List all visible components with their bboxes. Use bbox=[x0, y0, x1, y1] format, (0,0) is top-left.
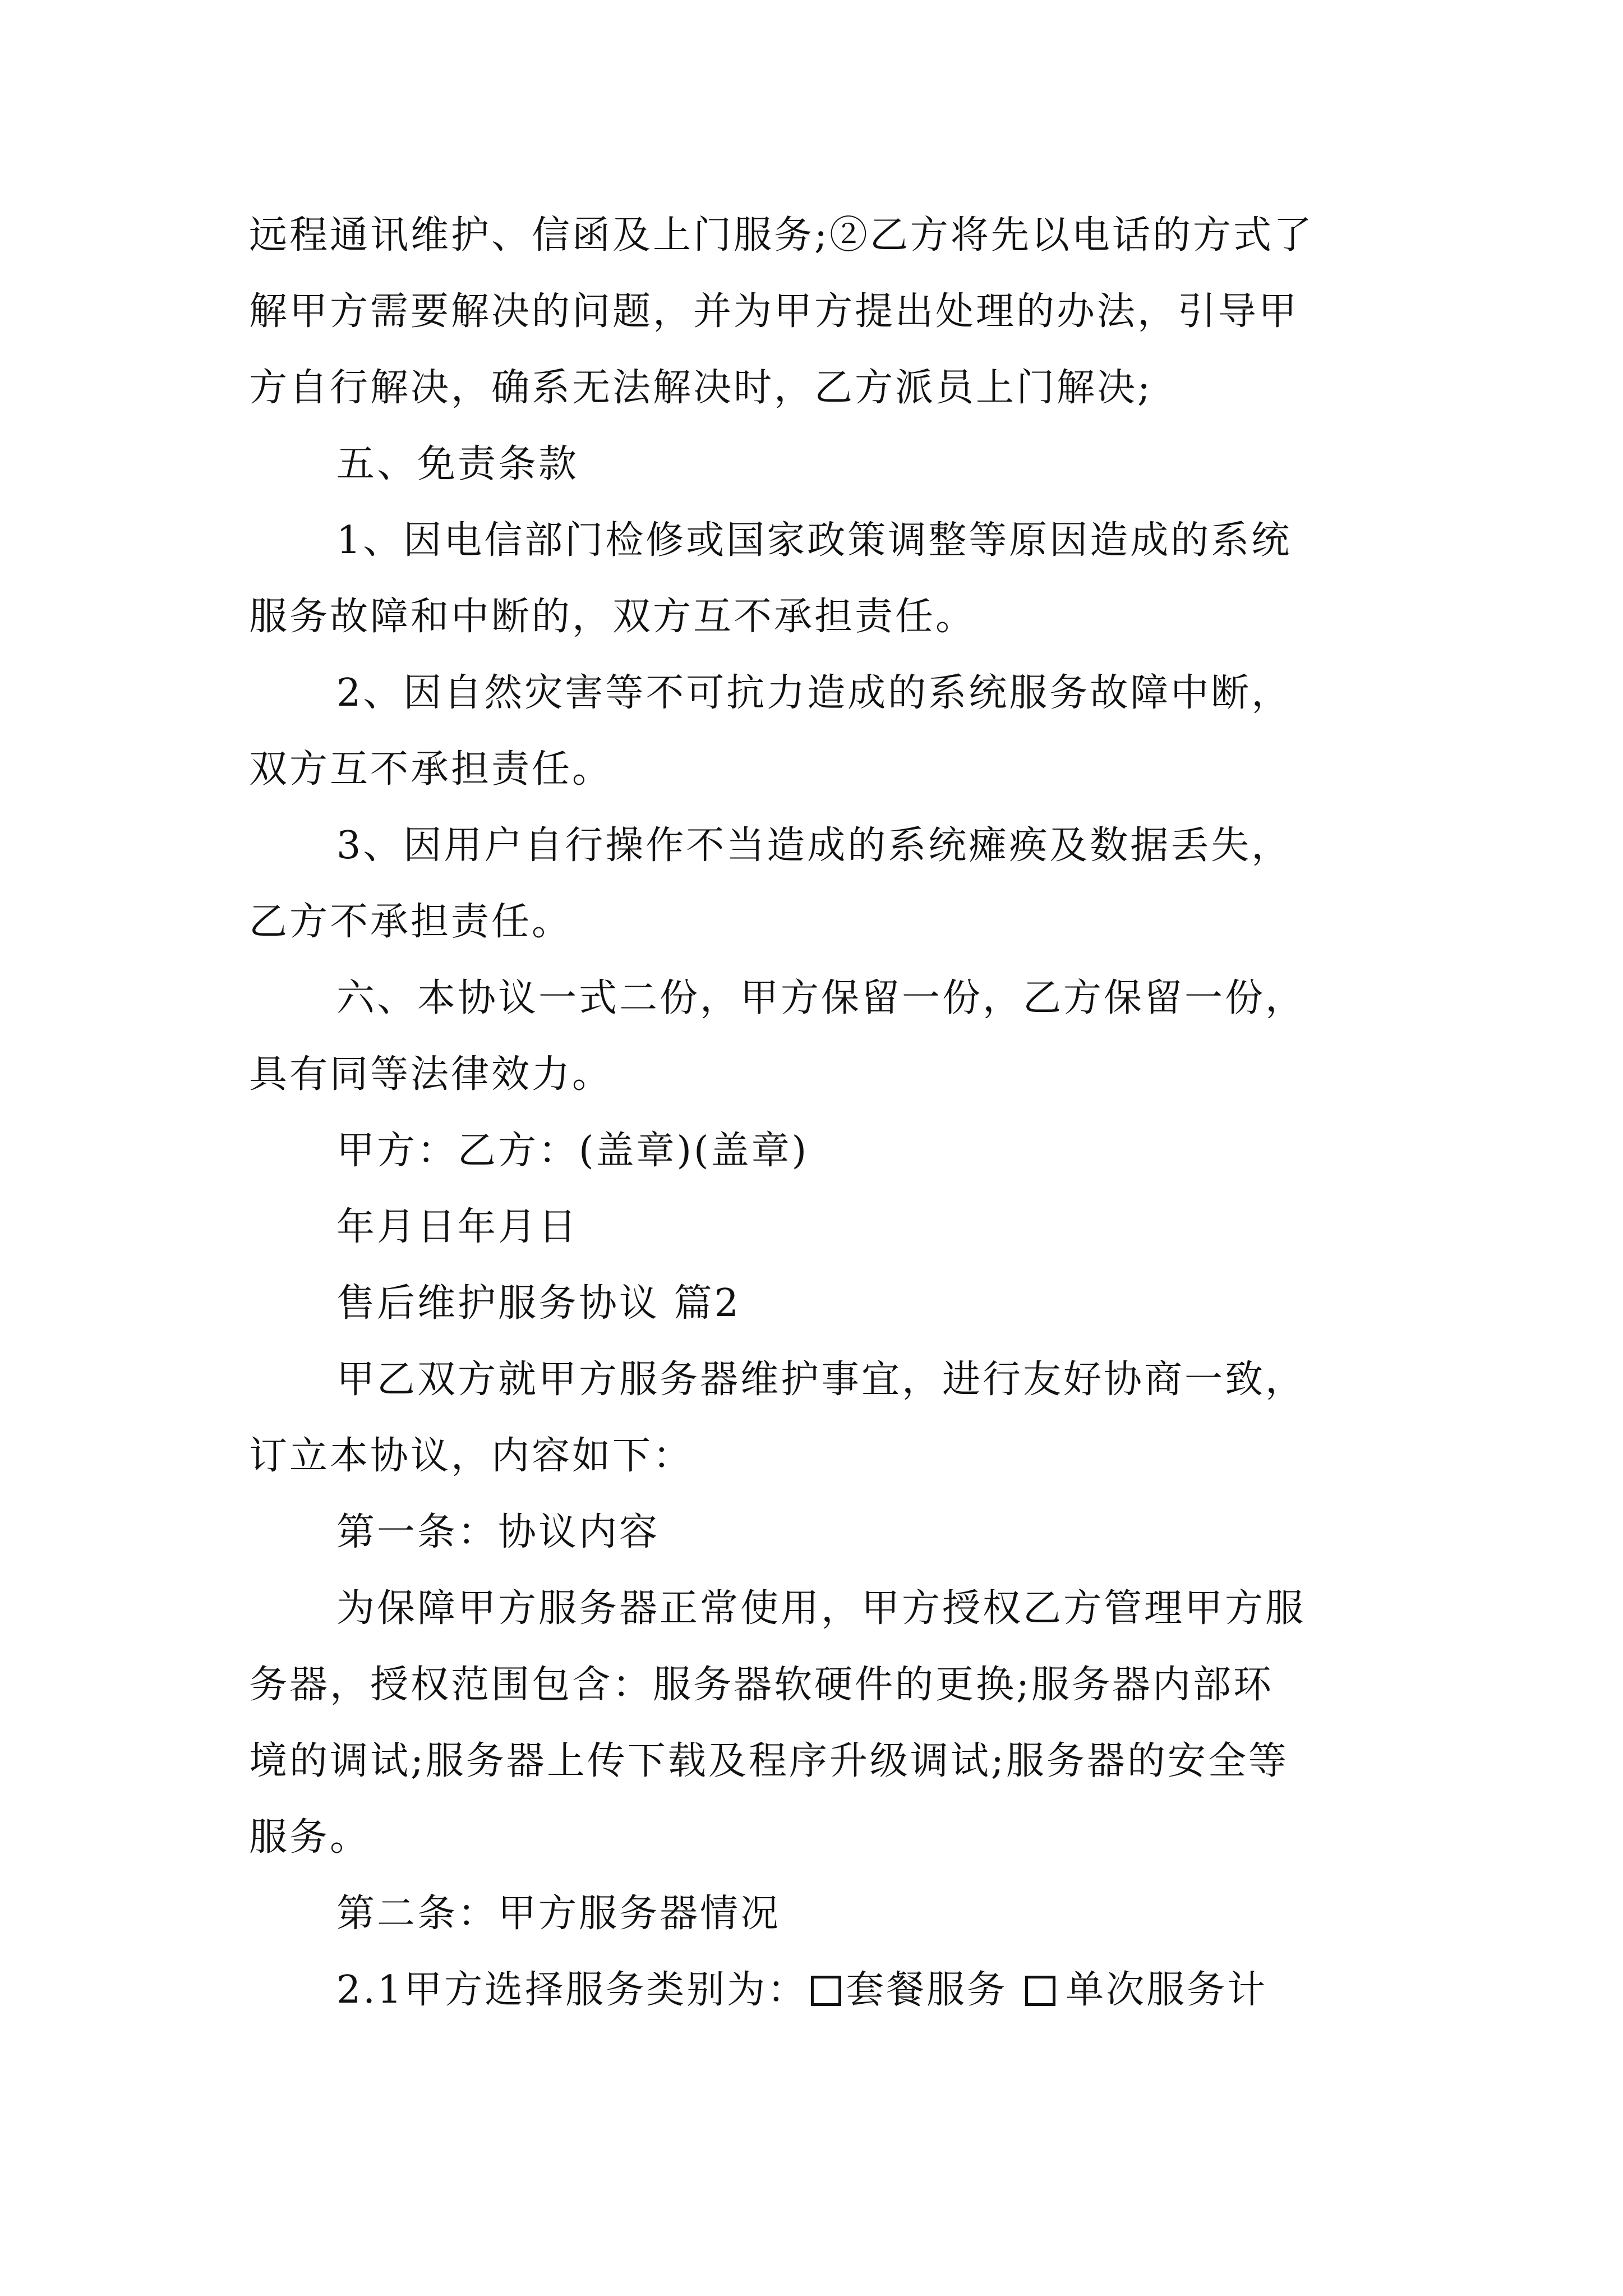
signature-line: 甲方：乙方：(盖章)(盖章) bbox=[336, 1129, 809, 1173]
text-line: 2、因自然灾害等不可抗力造成的系统服务故障中断， bbox=[336, 671, 1292, 715]
text-line: 务器，授权范围包含：服务器软硬件的更换;服务器内部环 bbox=[249, 1663, 1274, 1707]
text-line: 服务故障和中断的，双方互不承担责任。 bbox=[249, 595, 976, 639]
text-line: 境的调试;服务器上传下载及程序升级调试;服务器的安全等 bbox=[249, 1739, 1289, 1783]
text-line: 方自行解决，确系无法解决时，乙方派员上门解决; bbox=[249, 366, 1152, 410]
article-heading: 第二条：甲方服务器情况 bbox=[336, 1892, 781, 1936]
article-heading: 第一条：协议内容 bbox=[336, 1510, 660, 1554]
text-line: 解甲方需要解决的问题，并为甲方提出处理的办法，引导甲 bbox=[249, 289, 1299, 334]
text-line: 为保障甲方服务器正常使用，甲方授权乙方管理甲方服 bbox=[336, 1586, 1306, 1631]
checkbox-icon[interactable] bbox=[1025, 1976, 1055, 2006]
section-heading: 五、免责条款 bbox=[336, 442, 579, 486]
checkbox-icon[interactable] bbox=[811, 1976, 841, 2006]
text-line: 双方互不承担责任。 bbox=[249, 747, 613, 792]
text-line: 远程通讯维护、信函及上门服务;②乙方将先以电话的方式了 bbox=[249, 213, 1314, 257]
document-title: 售后维护服务协议 篇2 bbox=[336, 1281, 741, 1326]
date-line: 年月日年月日 bbox=[336, 1205, 579, 1249]
service-type-line bbox=[0, 1962, 1623, 2018]
text-line: 甲乙双方就甲方服务器维护事宜，进行友好协商一致， bbox=[336, 1358, 1306, 1402]
service-type-prefix: 2.1甲方选择服务类别为： bbox=[336, 1968, 808, 2012]
text-line: 1、因电信部门检修或国家政策调整等原因造成的系统 bbox=[336, 518, 1292, 563]
section-heading: 六、本协议一式二份，甲方保留一份，乙方保留一份， bbox=[336, 976, 1306, 1020]
text-line: 服务。 bbox=[249, 1815, 371, 1860]
text-line: 3、因用户自行操作不当造成的系统瘫痪及数据丢失， bbox=[336, 823, 1292, 868]
option-package-service: 套餐服务 bbox=[846, 1968, 1008, 2012]
text-line: 订立本协议，内容如下： bbox=[249, 1434, 694, 1478]
option-single-service: 单次服务计 bbox=[1066, 1968, 1268, 2012]
text-line: 乙方不承担责任。 bbox=[249, 900, 573, 944]
text-line: 具有同等法律效力。 bbox=[249, 1052, 613, 1097]
